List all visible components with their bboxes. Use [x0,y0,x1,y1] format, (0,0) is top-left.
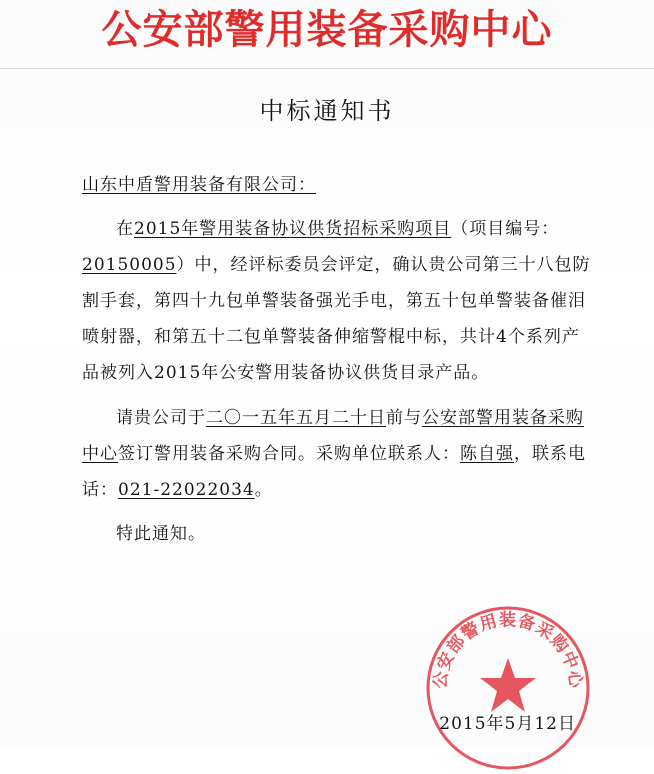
contract-text-5: 。 [254,480,273,500]
closing-line: 特此通知。 [116,524,206,544]
award-text-3: ）中，经评标委员会评定，确认贵公司第三十八包防割手套，第四十九包单警装备强光手电，第五十包单警装备催泪喷射器，和第五十二包单警装备伸缩警棍中标，共计4个系列产品被列入2015年公安警用装备协议供货目录产品。 [82,255,591,383]
seal-star-icon [480,658,536,712]
award-text-2: （项目编号： [451,219,560,239]
seal-text: 公安部警用装备采购中心 [430,610,586,690]
notice-body [82,211,592,552]
project-name: 2015年警用装备协议供货招标采购项目 [134,219,452,239]
contact-person: 陈自强 [460,444,514,464]
header-divider [0,68,654,69]
deadline-date: 二〇一五年五月二十日 [206,408,386,428]
letterhead: 公安部警用装备采购中心 [101,7,553,53]
contract-text-4: ，联系电话： [82,444,586,500]
official-seal [422,602,594,774]
issue-date: 2015年5月12日 [439,714,576,734]
paragraph-contract [82,400,592,508]
paragraph-award [82,211,592,391]
procurement-center: 公安部警用装备采购中心 [82,408,584,464]
contract-text-2: 前与 [386,408,422,428]
document-title: 中标通知书 [259,97,395,125]
project-number: 20150005 [82,255,177,275]
recipient-company: 山东中盾警用装备有限公司： [82,175,316,195]
award-text-1: 在 [116,219,134,239]
contract-text-3: 签订警用装备采购合同。采购单位联系人： [118,444,460,464]
contact-phone: 021-22022034 [118,480,255,500]
contract-text-1: 请贵公司于 [116,408,206,428]
